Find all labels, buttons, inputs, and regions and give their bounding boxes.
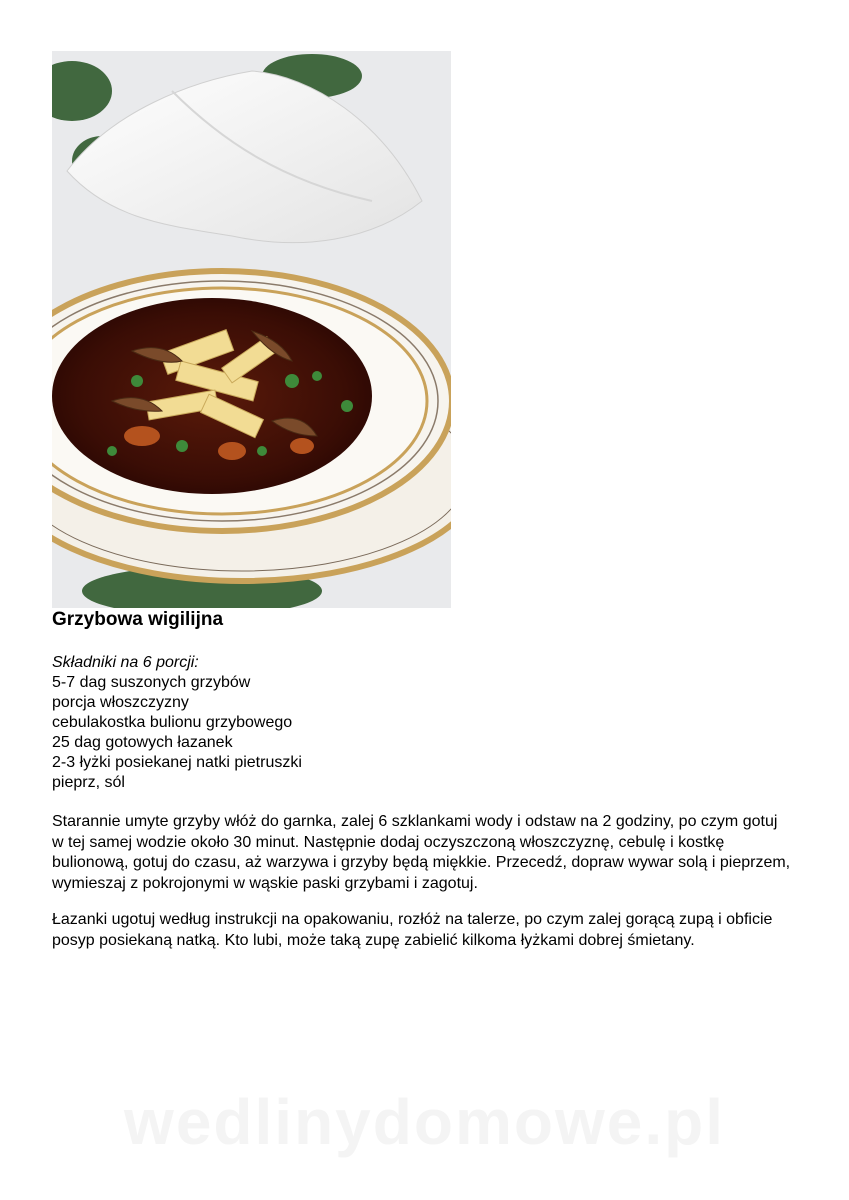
ingredient-item: 5-7 dag suszonych grzybów: [52, 674, 251, 691]
ingredient-item: porcja włoszczyzny: [52, 694, 189, 711]
ingredient-item: pieprz, sól: [52, 774, 125, 791]
ingredient-item: cebulakostka bulionu grzybowego: [52, 714, 293, 731]
instructions-paragraph-2: Łazanki ugotuj według instrukcji na opakowaniu, rozłóż na talerze, po czym zalej gorącą zupą i obficie posyp posiekaną natką. Kto lubi, może taką zupę zabielić kilkoma łyżkami dobrej śmietany.: [52, 911, 773, 949]
ingredients-heading: Składniki na 6 porcji:: [52, 654, 199, 671]
recipe-title: Grzybowa wigilijna: [52, 609, 224, 630]
ingredients-section: [52, 653, 302, 793]
ingredient-item: 2-3 łyżki posiekanej natki pietruszki: [52, 754, 302, 771]
soup-photo: [52, 51, 451, 608]
instructions-paragraph-1: Starannie umyte grzyby włóż do garnka, zalej 6 szklankami wody i odstaw na 2 godziny, po czym gotuj w tej samej wodzie około 30 minut. Następnie dodaj oczyszczoną włoszczyznę, cebulę i kostkę bulionową, gotuj do czasu, aż warzywa i grzyby będą miękkie. Przecedź, dopraw wywar solą i pieprzem, wymieszaj z pokrojonymi w wąskie paski grzybami i zagotuj.: [52, 813, 791, 892]
ingredients-list: [52, 673, 302, 793]
site-watermark: wedlinydomowe.pl: [124, 1086, 725, 1158]
ingredient-item: 25 dag gotowych łazanek: [52, 734, 233, 751]
soup-bowl-illustration: [52, 51, 451, 608]
